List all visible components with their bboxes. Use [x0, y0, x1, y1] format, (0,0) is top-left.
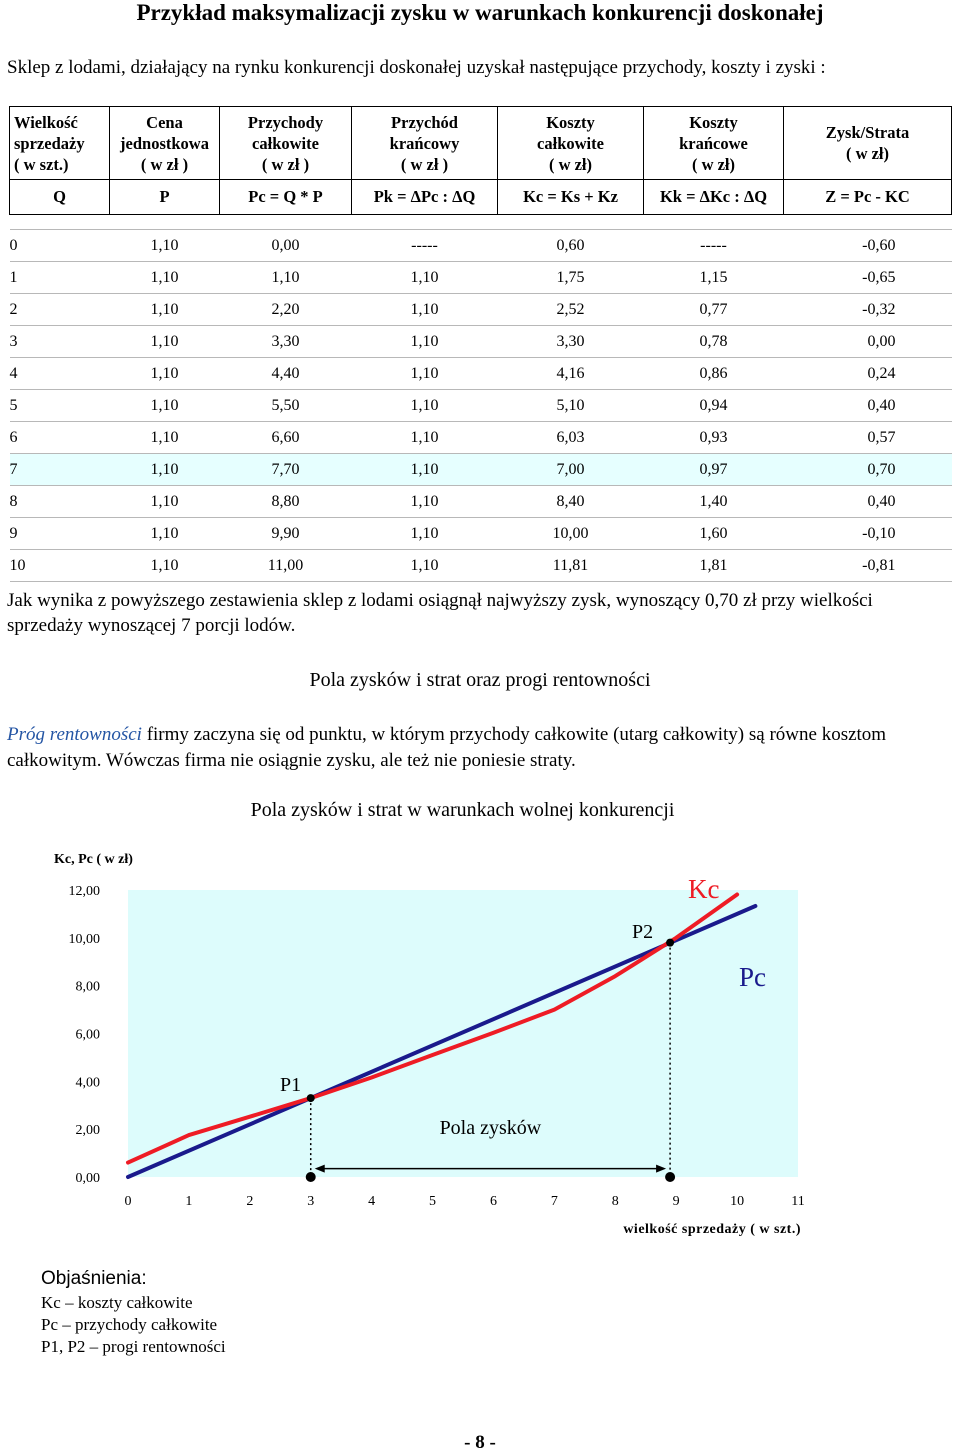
x-tick-label: 0	[124, 1194, 132, 1209]
table-cell: 0,24	[784, 358, 952, 390]
table-cell: 10	[10, 550, 110, 582]
legend-item-kc: Kc – koszty całkowite	[41, 1293, 193, 1312]
x-tick-label: 10	[730, 1194, 745, 1209]
table-cell: 1,15	[644, 262, 784, 294]
series-label-kc: Kc	[688, 874, 720, 904]
x-tick-label: 6	[489, 1194, 497, 1209]
table-cell: 1,10	[352, 326, 498, 358]
header-quantity: Wielkość sprzedaży ( w szt.)	[10, 107, 110, 180]
series-label-pc: Pc	[739, 962, 766, 992]
header-price: Cena jednostkowa ( w zł )	[110, 107, 220, 180]
table-cell: 1,10	[352, 486, 498, 518]
x-tick-label: 1	[185, 1194, 193, 1209]
table-cell: 1,10	[352, 518, 498, 550]
header-profit: Zysk/Strata ( w zł)	[784, 107, 952, 180]
table-cell: 5,50	[220, 390, 352, 422]
table-cell: 1,75	[498, 262, 644, 294]
x-tick-label: 4	[368, 1194, 376, 1209]
axis-point-marker	[306, 1172, 316, 1182]
table-cell: 1,10	[352, 262, 498, 294]
table-cell: 1,81	[644, 550, 784, 582]
formula-z: Z = Pc - KC	[784, 180, 952, 215]
formula-p: P	[110, 180, 220, 215]
x-tick-label: 3	[307, 1194, 315, 1209]
table-cell: 10,00	[498, 518, 644, 550]
breakeven-label-p2: P2	[632, 921, 654, 943]
table-cell: 1,10	[352, 294, 498, 326]
table-cell: 1,10	[110, 486, 220, 518]
table-cell: 1,10	[352, 454, 498, 486]
page-title: Przykład maksymalizacji zysku w warunkach konkurencji doskonałej	[136, 0, 824, 25]
table-cell: 0,93	[644, 422, 784, 454]
table-row	[10, 326, 952, 358]
x-tick-label: 7	[550, 1194, 558, 1209]
profit-table	[9, 106, 952, 582]
table-cell: 11,81	[498, 550, 644, 582]
table-cell: 3,30	[220, 326, 352, 358]
table-formula-row	[10, 180, 952, 215]
table-cell: 1,10	[110, 390, 220, 422]
formula-pk: Pk = ΔPc : ΔQ	[352, 180, 498, 215]
table-cell: 1,10	[110, 262, 220, 294]
table-cell: 1,10	[110, 518, 220, 550]
definition-paragraph	[7, 722, 952, 774]
table-cell: 1,10	[110, 550, 220, 582]
table-row	[10, 230, 952, 262]
table-cell: 7	[10, 454, 110, 486]
table-cell: 2	[10, 294, 110, 326]
legend-heading: Objaśnienia:	[41, 1268, 147, 1289]
x-tick-label: 11	[791, 1194, 805, 1209]
table-cell: 1,10	[352, 550, 498, 582]
table-cell: 0,77	[644, 294, 784, 326]
table-cell: 5,10	[498, 390, 644, 422]
page-number: - 8 -	[464, 1432, 496, 1453]
table-cell: 8,40	[498, 486, 644, 518]
table-cell: -0,65	[784, 262, 952, 294]
y-tick-label: 2,00	[75, 1123, 100, 1139]
table-cell: 6	[10, 422, 110, 454]
table-row	[10, 486, 952, 518]
y-axis-label: Kc, Pc ( w zł)	[54, 852, 133, 867]
table-cell: 1,10	[352, 358, 498, 390]
table-cell: 1,10	[110, 422, 220, 454]
table-row	[10, 262, 952, 294]
y-tick-label: 12,00	[68, 884, 100, 899]
table-cell: 0,40	[784, 390, 952, 422]
table-cell: 5	[10, 390, 110, 422]
header-marginal-cost: Koszty krańcowe ( w zł)	[644, 107, 784, 180]
breakeven-point-marker	[666, 939, 674, 947]
x-tick-label: 8	[611, 1194, 619, 1209]
table-cell: 0,78	[644, 326, 784, 358]
header-total-cost: Koszty całkowite ( w zł)	[498, 107, 644, 180]
table-cell: 0,40	[784, 486, 952, 518]
axis-point-marker	[665, 1172, 675, 1182]
conclusion-paragraph: Jak wynika z powyższego zestawienia sklep z lodami osiągnął najwyższy zysk, wynoszący 0,70 zł przy wielkości sprzedaży wynoszącej 7 porcji lodów.	[7, 590, 873, 636]
table-cell: 9	[10, 518, 110, 550]
table-cell: 9,90	[220, 518, 352, 550]
table-cell: -0,10	[784, 518, 952, 550]
table-cell: 6,60	[220, 422, 352, 454]
formula-kc: Kc = Ks + Kz	[498, 180, 644, 215]
y-tick-label: 4,00	[75, 1075, 100, 1091]
profit-chart	[0, 840, 960, 1260]
table-cell: 1,10	[220, 262, 352, 294]
legend-item-pc: Pc – przychody całkowite	[41, 1315, 218, 1334]
table-cell: 1,10	[110, 230, 220, 262]
table-cell: 1,40	[644, 486, 784, 518]
table-cell: -----	[644, 230, 784, 262]
legend	[41, 1266, 441, 1358]
table-row	[10, 518, 952, 550]
table-cell: 0,00	[784, 326, 952, 358]
table-cell: 0,57	[784, 422, 952, 454]
table-cell: 11,00	[220, 550, 352, 582]
x-tick-label: 9	[672, 1194, 680, 1209]
definition-term: Próg rentowności	[7, 724, 142, 745]
table-cell: 0	[10, 230, 110, 262]
table-cell: 8,80	[220, 486, 352, 518]
header-marginal-revenue: Przychód krańcowy ( w zł )	[352, 107, 498, 180]
table-row	[10, 390, 952, 422]
table-cell: 2,52	[498, 294, 644, 326]
table-cell: 8	[10, 486, 110, 518]
table-cell: 3	[10, 326, 110, 358]
table-cell: 1,10	[110, 294, 220, 326]
x-tick-label: 2	[246, 1194, 254, 1209]
section-subheading: Pola zysków i strat oraz progi rentowności	[309, 669, 651, 691]
profit-area-label: Pola zysków	[439, 1117, 542, 1139]
y-tick-label: 10,00	[68, 931, 100, 947]
table-cell: 1,10	[110, 326, 220, 358]
table-cell: 4,16	[498, 358, 644, 390]
x-axis-label: wielkość sprzedaży ( w szt.)	[623, 1222, 801, 1237]
table-cell: 3,30	[498, 326, 644, 358]
table-cell: 0,70	[784, 454, 952, 486]
table-cell: 1,10	[352, 422, 498, 454]
header-total-revenue: Przychody całkowite ( w zł )	[220, 107, 352, 180]
table-cell: 0,94	[644, 390, 784, 422]
table-cell: 1,10	[110, 358, 220, 390]
table-cell: 0,97	[644, 454, 784, 486]
x-tick-label: 5	[429, 1194, 437, 1209]
legend-item-breakeven: P1, P2 – progi rentowności	[41, 1337, 226, 1356]
table-cell: -0,32	[784, 294, 952, 326]
table-row	[10, 454, 952, 486]
table-cell: 1,10	[352, 390, 498, 422]
table-cell: 7,00	[498, 454, 644, 486]
table-row	[10, 358, 952, 390]
breakeven-label-p1: P1	[280, 1074, 302, 1096]
formula-pc: Pc = Q * P	[220, 180, 352, 215]
intro-paragraph: Sklep z lodami, działający na rynku konkurencji doskonałej uzyskał następujące przychody, koszty i zyski :	[7, 57, 826, 78]
table-cell: -----	[352, 230, 498, 262]
y-tick-label: 0,00	[75, 1171, 100, 1186]
table-cell: -0,60	[784, 230, 952, 262]
formula-kk: Kk = ΔKc : ΔQ	[644, 180, 784, 215]
table-row	[10, 294, 952, 326]
table-cell: 7,70	[220, 454, 352, 486]
table-cell: 2,20	[220, 294, 352, 326]
table-cell: 4	[10, 358, 110, 390]
chart-title: Pola zysków i strat w warunkach wolnej konkurencji	[250, 799, 675, 821]
table-cell: 6,03	[498, 422, 644, 454]
table-cell: 0,60	[498, 230, 644, 262]
y-tick-label: 8,00	[75, 979, 100, 995]
table-row	[10, 422, 952, 454]
table-row	[10, 550, 952, 582]
definition-text: firmy zaczyna się od punktu, w którym przychody całkowite (utarg całkowity) są równe kosztom całkowitym. Wówczas firma nie osiągnie zysku, ale też nie poniesie straty.	[7, 724, 887, 771]
table-header-row	[10, 107, 952, 180]
y-tick-label: 6,00	[75, 1027, 100, 1043]
table-cell: 0,86	[644, 358, 784, 390]
formula-q: Q	[10, 180, 110, 215]
table-cell: 4,40	[220, 358, 352, 390]
table-cell: 0,00	[220, 230, 352, 262]
breakeven-point-marker	[307, 1094, 315, 1102]
table-cell: 1,60	[644, 518, 784, 550]
table-cell: -0,81	[784, 550, 952, 582]
table-cell: 1	[10, 262, 110, 294]
table-cell: 1,10	[110, 454, 220, 486]
